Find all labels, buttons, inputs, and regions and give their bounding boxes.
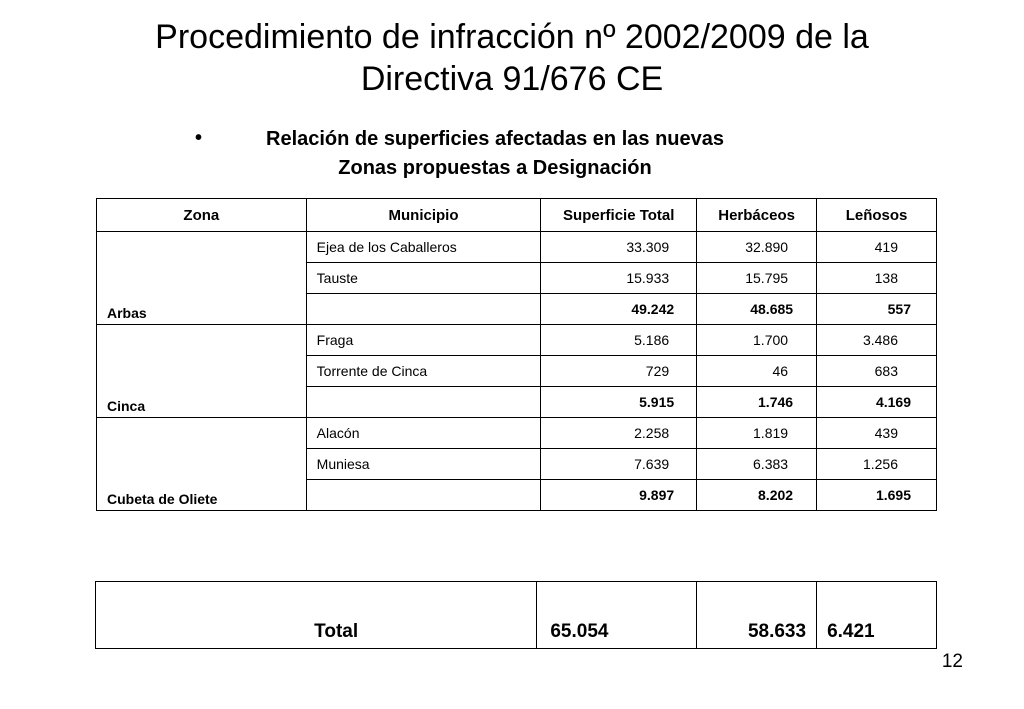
empty-cell bbox=[306, 387, 541, 418]
herbaceos-cell: 1.819 bbox=[697, 418, 817, 449]
herbaceos-cell: 6.383 bbox=[697, 449, 817, 480]
surfaces-table bbox=[96, 198, 937, 511]
zona-cell: Cubeta de Oliete bbox=[97, 418, 307, 511]
table-row bbox=[97, 418, 937, 449]
herbaceos-cell: 46 bbox=[697, 356, 817, 387]
header-superficie-total: Superficie Total bbox=[541, 199, 697, 232]
municipio-cell: Tauste bbox=[306, 263, 541, 294]
superficie-cell: 729 bbox=[541, 356, 697, 387]
superficie-cell: 5.186 bbox=[541, 325, 697, 356]
subtotal-lenosos: 1.695 bbox=[817, 480, 937, 511]
lenosos-cell: 439 bbox=[817, 418, 937, 449]
bullet-symbol: • bbox=[195, 127, 203, 149]
superficie-cell: 15.933 bbox=[541, 263, 697, 294]
subtotal-herbaceos: 8.202 bbox=[697, 480, 817, 511]
bullet-text bbox=[195, 125, 795, 183]
subtotal-herbaceos: 1.746 bbox=[697, 387, 817, 418]
superficie-cell: 7.639 bbox=[541, 449, 697, 480]
municipio-cell: Muniesa bbox=[306, 449, 541, 480]
total-row bbox=[96, 582, 937, 649]
header-municipio: Municipio bbox=[306, 199, 541, 232]
table-row bbox=[97, 232, 937, 263]
slide-title-line1: Procedimiento de infracción nº 2002/2009 de la bbox=[155, 18, 869, 56]
table-row bbox=[97, 325, 937, 356]
municipio-cell: Torrente de Cinca bbox=[306, 356, 541, 387]
total-label: Total bbox=[96, 582, 537, 649]
municipio-cell: Alacón bbox=[306, 418, 541, 449]
herbaceos-cell: 15.795 bbox=[697, 263, 817, 294]
subtotal-superficie: 5.915 bbox=[541, 387, 697, 418]
municipio-cell: Ejea de los Caballeros bbox=[306, 232, 541, 263]
subtotal-superficie: 49.242 bbox=[541, 294, 697, 325]
header-zona: Zona bbox=[97, 199, 307, 232]
herbaceos-cell: 1.700 bbox=[697, 325, 817, 356]
header-herbaceos: Herbáceos bbox=[697, 199, 817, 232]
bullet-text-line1: Relación de superficies afectadas en las nuevas bbox=[266, 128, 724, 150]
total-superficie: 65.054 bbox=[537, 582, 697, 649]
superficie-cell: 33.309 bbox=[541, 232, 697, 263]
lenosos-cell: 1.256 bbox=[817, 449, 937, 480]
bullet-text-line2: Zonas propuestas a Designación bbox=[338, 157, 652, 179]
lenosos-cell: 419 bbox=[817, 232, 937, 263]
table-header-row bbox=[97, 199, 937, 232]
total-herbaceos: 58.633 bbox=[697, 582, 817, 649]
municipio-cell: Fraga bbox=[306, 325, 541, 356]
subtotal-lenosos: 557 bbox=[817, 294, 937, 325]
subtotal-lenosos: 4.169 bbox=[817, 387, 937, 418]
lenosos-cell: 3.486 bbox=[817, 325, 937, 356]
empty-cell bbox=[306, 294, 541, 325]
subtotal-herbaceos: 48.685 bbox=[697, 294, 817, 325]
slide-title-line2: Directiva 91/676 CE bbox=[360, 60, 664, 98]
superficie-cell: 2.258 bbox=[541, 418, 697, 449]
header-lenosos: Leñosos bbox=[817, 199, 937, 232]
empty-cell bbox=[306, 480, 541, 511]
slide-title bbox=[0, 16, 1024, 100]
zona-cell: Cinca bbox=[97, 325, 307, 418]
subtotal-superficie: 9.897 bbox=[541, 480, 697, 511]
bullet-point bbox=[195, 125, 795, 183]
zona-cell: Arbas bbox=[97, 232, 307, 325]
herbaceos-cell: 32.890 bbox=[697, 232, 817, 263]
lenosos-cell: 138 bbox=[817, 263, 937, 294]
total-lenosos: 6.421 bbox=[817, 582, 937, 649]
lenosos-cell: 683 bbox=[817, 356, 937, 387]
total-table bbox=[95, 581, 937, 649]
page-number: 12 bbox=[941, 651, 963, 672]
